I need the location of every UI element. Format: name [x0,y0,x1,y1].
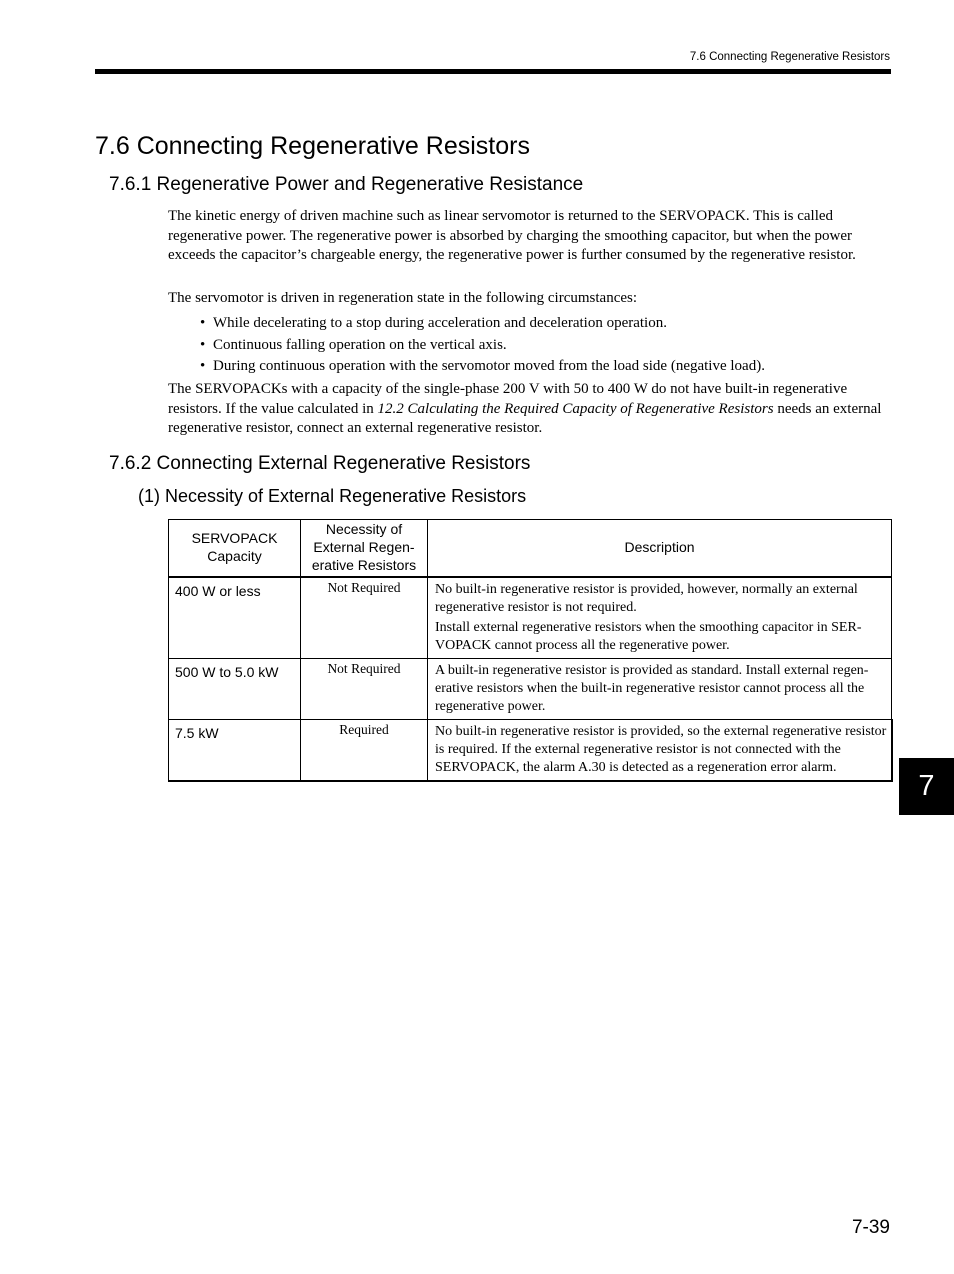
header-rule [95,69,891,74]
list-item-text: Continuous falling operation on the vertical axis. [213,336,507,353]
bullet-icon: • [200,336,206,353]
paragraph-text: The servomotor is driven in regeneration state in the following circumstances: [168,290,638,306]
circumstances-list [200,313,890,378]
header-description: Description [428,520,892,578]
necessity-cell: Required [301,720,428,782]
chapter-tab: 7 [899,758,954,815]
subsection-title-762: 7.6.2 Connecting External Regenerative Resistors [109,453,531,474]
paragraph-regenerative-power [168,207,890,266]
subsection-heading-necessity: (1) Necessity of External Regenerative Resistors [138,486,527,506]
necessity-cell: Not Required [301,577,428,659]
bullet-icon: • [200,358,206,374]
description-text: A built-in regenerative resistor is provided as standard. Install external regen-erative resistors when the built-in regenerative resistor cannot process all the regenerative power. [435,663,869,714]
description-text: No built-in regenerative resistor is provided, so the external regenerative resistor is required. If the external regenerative resistor is not connected with the SERVOPACK, the alarm A.30 is detected as a regeneration error alarm. [435,724,887,775]
description-cell [428,659,892,720]
paragraph-circumstances [168,289,890,309]
page-number: 7-39 [851,1217,890,1238]
necessity-table [168,519,893,782]
list-item [200,335,890,357]
table-header-row [169,520,892,578]
subsection-title-761: 7.6.1 Regenerative Power and Regenerative Resistance [109,174,584,195]
capacity-cell: 400 W or less [169,577,301,659]
paragraph-text: The kinetic energy of driven machine such as linear servomotor is returned to the SERVOPACK. This is called regenerative power. The regenerative power is absorbed by charging the smoothing capacitor, but when the power exceeds the capacitor’s chargeable energy, the regenerative power is further consumed by the regenerative resistor. [168,208,856,264]
description-cell [428,577,892,659]
description-text: No built-in regenerative resistor is provided, however, normally an external regenerative resistor is not required. [435,582,858,615]
table-row [169,659,892,720]
description-cell [428,720,892,782]
cross-reference-link[interactable]: 12.2 Calculating the Required Capacity of Regenerative Resistors [377,400,774,417]
paragraph-text [168,380,890,439]
running-header: 7.6 Connecting Regenerative Resistors [689,51,890,63]
list-item [200,356,890,378]
necessity-cell: Not Required [301,659,428,720]
list-item-text: While decelerating to a stop during acceleration and deceleration operation. [213,315,667,331]
list-item [200,313,890,335]
header-necessity: Necessity of External Regen-erative Resistors [301,520,428,578]
bullet-icon: • [200,315,206,331]
table-row [169,720,892,782]
table-row [169,577,892,659]
capacity-cell: 500 W to 5.0 kW [169,659,301,720]
capacity-cell: 7.5 kW [169,720,301,782]
section-title: 7.6 Connecting Regenerative Resistors [95,132,530,160]
header-capacity: SERVOPACK Capacity [169,520,301,578]
list-item-text: During continuous operation with the servomotor moved from the load side (negative load). [213,358,765,374]
paragraph-text-part: The SERVOPACKs with a capacity of the single-phase 200 V with 50 to 400 W do not have built-in regenerative resistors. If the value calculated in [168,381,848,417]
paragraph-text-part: needs an external regenerative resistor, connect an external regenerative resistor. [168,400,882,437]
paragraph-builtin-resistors [168,380,890,439]
description-text: Install external regenerative resistors when the smoothing capacitor in SER-VOPACK cannot process all the regenerative power. [435,620,862,653]
